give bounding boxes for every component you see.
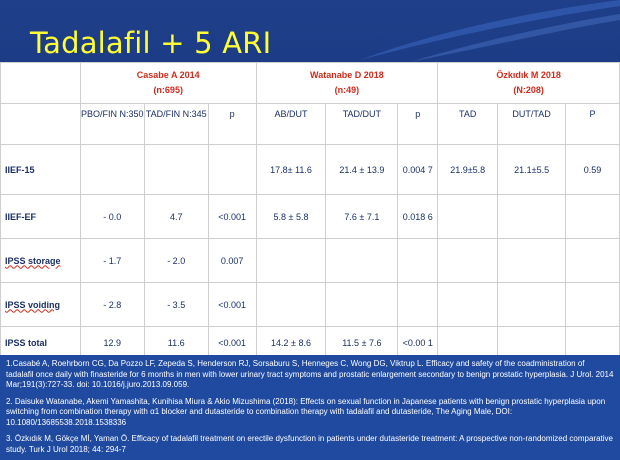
reference-item: 2. Daisuke Watanabe, Akemi Yamashita, Kunihisa Miura & Akio Mizushima (2018): Effects on sexual function in Japanese patients with benign prostatic hyperplasia upon switching from combination therapy with α1 blocker and dutasteride to combination therapy with tadalafil and dutasteride, The Aging Male, DOI: 10.1080/13685538.2018.1538336 (6, 396, 606, 427)
references-panel (0, 355, 620, 460)
table-cell: 0.59 (566, 145, 620, 195)
row-label (1, 239, 81, 283)
table-cell: 4.7 (144, 195, 208, 239)
row-label: IIEF-15 (1, 145, 81, 195)
subheader-cell: p (208, 104, 256, 145)
subheader-cell: P (566, 104, 620, 145)
table-cell: <0.001 (208, 195, 256, 239)
study-header-casabe (80, 63, 256, 104)
study-header-ozkidik (438, 63, 620, 104)
table-cell (566, 239, 620, 283)
blank-cell (1, 104, 81, 145)
table-row (1, 327, 620, 359)
table-cell: - 1.7 (80, 239, 144, 283)
table-cell: 12.9 (80, 327, 144, 359)
subheader-cell: TAD/DUT (326, 104, 398, 145)
table-cell: 0.004 7 (398, 145, 438, 195)
table-cell (566, 195, 620, 239)
study-name: Özkıdık M 2018 (496, 70, 561, 80)
reference-item: 1.Casabé A, Roehrborn CG, Da Pozzo LF, Zepeda S, Henderson RJ, Sorsaburu S, Henneges C, Wong DG, Viktrup L. Efficacy and safety of the coadministration of tadalafil once daily with finasteride for 6 months in men with lower urinary tract symptoms and prostatic enlargement secondary to benign prostatic hyperplasia. J Urol. 2014 Mar;191(3):727-33. doi: 10.1016/j.juro.2013.09.059. (6, 359, 614, 389)
subheader-row (1, 104, 620, 145)
row-label-text: IPSS voiding (5, 299, 61, 310)
table-cell (438, 283, 498, 327)
table-cell: 0.007 (208, 239, 256, 283)
subheader-cell: p (398, 104, 438, 145)
row-label-text: IPSS storage (5, 255, 61, 266)
table-cell (498, 283, 566, 327)
table-cell: - 0.0 (80, 195, 144, 239)
table-cell (208, 145, 256, 195)
reference-item: 3. Özkıdık M, Gökçe Mİ, Yaman Ö. Efficacy of tadalafil treatment on erectile dysfunction in patients under dutasteride treatment: A prospective non-randomized comparative study. Turk J Urol 2018; 44: 294-7 (6, 434, 613, 454)
table-cell: 21.1±5.5 (498, 145, 566, 195)
table-cell (144, 145, 208, 195)
table-cell: <0.001 (208, 327, 256, 359)
table-cell: - 2.8 (80, 283, 144, 327)
study-n: (n:695) (153, 85, 183, 95)
study-name: Casabe A 2014 (136, 70, 200, 80)
corner-cell (1, 63, 81, 104)
row-label: IIEF-EF (1, 195, 81, 239)
table-cell (438, 327, 498, 359)
table-cell (256, 239, 326, 283)
table-cell: 0.018 6 (398, 195, 438, 239)
results-table (0, 62, 620, 359)
table-cell: 7.6 ± 7.1 (326, 195, 398, 239)
study-n: (N:208) (513, 85, 544, 95)
table-cell: <0.00 1 (398, 327, 438, 359)
table-row (1, 195, 620, 239)
table-cell: <0.001 (208, 283, 256, 327)
slide-title: Tadalafil + 5 ARI (30, 26, 272, 60)
table-cell (498, 239, 566, 283)
table-cell (438, 239, 498, 283)
table-cell (566, 283, 620, 327)
table-cell: - 2.0 (144, 239, 208, 283)
table-cell: 11.5 ± 7.6 (326, 327, 398, 359)
table-cell: 5.8 ± 5.8 (256, 195, 326, 239)
study-header-watanabe (256, 63, 438, 104)
row-label: IPSS total (1, 327, 81, 359)
table-cell (498, 327, 566, 359)
table-cell: 11.6 (144, 327, 208, 359)
table-cell: 14.2 ± 8.6 (256, 327, 326, 359)
row-label (1, 283, 81, 327)
table-row (1, 283, 620, 327)
table-cell (398, 239, 438, 283)
table-cell (256, 283, 326, 327)
subheader-cell: PBO/FIN N:350 (80, 104, 144, 145)
table-cell (326, 239, 398, 283)
table-cell (80, 145, 144, 195)
table-cell: 21.9±5.8 (438, 145, 498, 195)
table-cell (398, 283, 438, 327)
study-name: Watanabe D 2018 (310, 70, 384, 80)
subheader-cell: TAD/FIN N:345 (144, 104, 208, 145)
study-n: (n:49) (334, 85, 360, 95)
table-cell: 21.4 ± 13.9 (326, 145, 398, 195)
table-row (1, 239, 620, 283)
table-cell: 17.8± 11.6 (256, 145, 326, 195)
subheader-cell: DUT/TAD (498, 104, 566, 145)
table-row (1, 145, 620, 195)
subheader-cell: TAD (438, 104, 498, 145)
table-cell (498, 195, 566, 239)
decorative-swoosh (320, 0, 620, 62)
study-header-row (1, 63, 620, 104)
table-cell: - 3.5 (144, 283, 208, 327)
table-cell (566, 327, 620, 359)
table-cell (326, 283, 398, 327)
table-cell (438, 195, 498, 239)
subheader-cell: AB/DUT (256, 104, 326, 145)
